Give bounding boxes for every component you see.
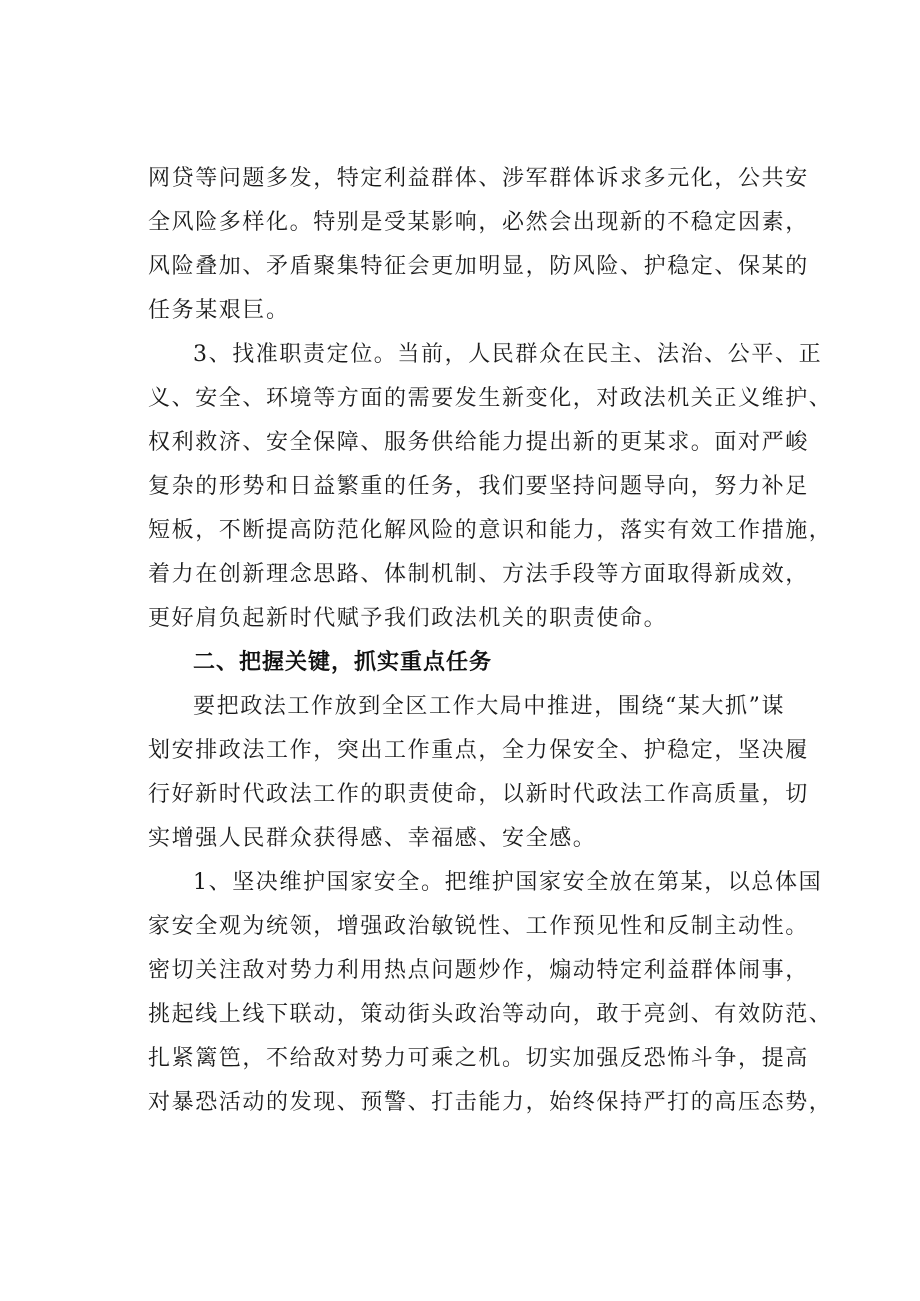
text-line: 实增强人民群众获得感、幸福感、安全感。	[148, 826, 597, 851]
text-line: 风险叠加、矛盾聚集特征会更加明显，防风险、护稳定、保某的	[148, 254, 809, 279]
text-line: 更好肩负起新时代赋予我们政法机关的职责使命。	[148, 606, 668, 631]
text-line: 密切关注敌对势力利用热点问题炒作，煽动特定利益群体闹事，	[148, 958, 809, 983]
text-line: 全风险多样化。特别是受某影响，必然会出现新的不稳定因素，	[148, 210, 809, 235]
text-line: 着力在创新理念思路、体制机制、方法手段等方面取得新成效，	[148, 562, 809, 587]
paragraph-first-line: 3、找准职责定位。当前，人民群众在民主、法治、公平、正	[193, 342, 823, 367]
text-line: 挑起线上线下联动，策动街头政治等动向，敢于亮剑、有效防范、	[148, 1002, 833, 1027]
text-line: 网贷等问题多发，特定利益群体、涉军群体诉求多元化，公共安	[148, 166, 809, 191]
paragraph-first-line: 要把政法工作放到全区工作大局中推进，围绕“某大抓”谋	[193, 694, 786, 719]
paragraph-first-line: 1、坚决维护国家安全。把维护国家安全放在第某，以总体国	[193, 870, 823, 895]
text-line: 扎紧篱笆，不给敌对势力可乘之机。切实加强反恐怖斗争，提高	[148, 1046, 809, 1071]
text-line: 任务某艰巨。	[148, 298, 290, 323]
text-line: 短板，不断提高防范化解风险的意识和能力，落实有效工作措施，	[148, 518, 833, 543]
text-line: 复杂的形势和日益繁重的任务，我们要坚持问题导向，努力补足	[148, 474, 809, 499]
text-line: 权利救济、安全保障、服务供给能力提出新的更某求。面对严峻	[148, 430, 809, 455]
text-line: 义、安全、环境等方面的需要发生新变化，对政法机关正义维护、	[148, 386, 833, 411]
text-line: 行好新时代政法工作的职责使命，以新时代政法工作高质量，切	[148, 782, 809, 807]
section-heading: 二、把握关键，抓实重点任务	[193, 650, 493, 675]
text-line: 家安全观为统领，增强政治敏锐性、工作预见性和反制主动性。	[148, 914, 809, 939]
text-line: 对暴恐活动的发现、预警、打击能力，始终保持严打的高压态势，	[148, 1090, 833, 1115]
text-line: 划安排政法工作，突出工作重点，全力保安全、护稳定，坚决履	[148, 738, 809, 763]
